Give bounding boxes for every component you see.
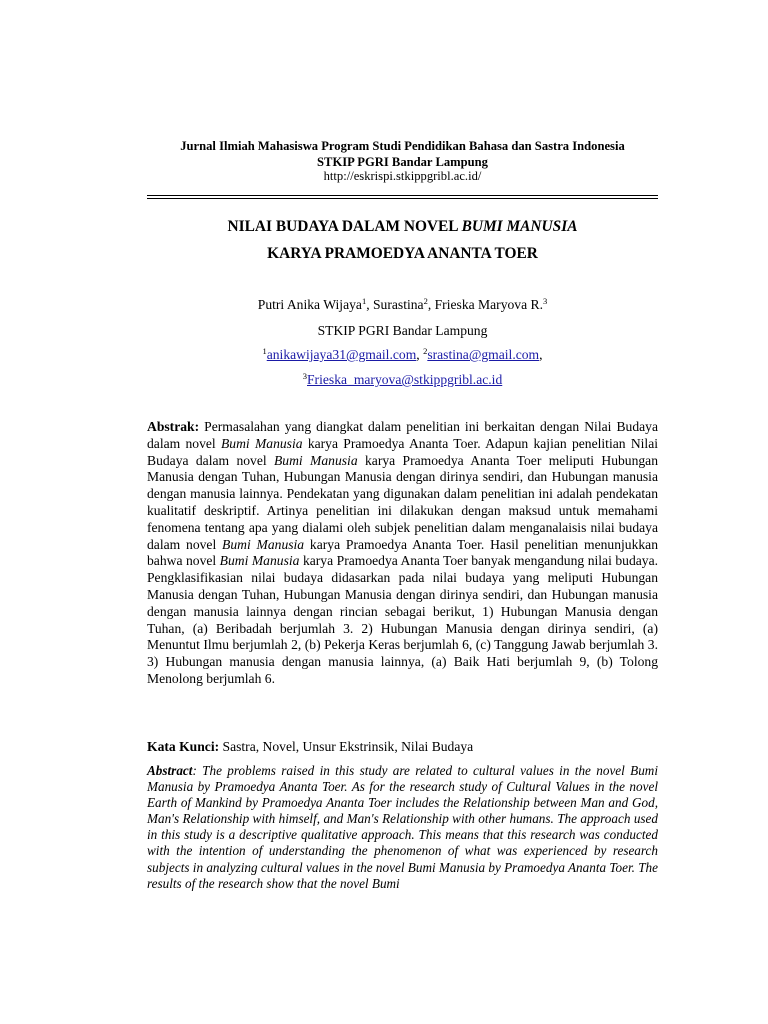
keywords-label: Kata Kunci: <box>147 739 220 754</box>
author-name: Surastina <box>372 297 424 312</box>
author-separator: , <box>427 297 435 312</box>
header-double-rule <box>147 195 658 199</box>
author-separator: , <box>366 297 373 312</box>
abstrak-paragraph <box>147 419 658 688</box>
keywords-text: Sastra, Novel, Unsur Ekstrinsik, Nilai Budaya <box>219 739 474 754</box>
email-link[interactable]: srastina@gmail.com <box>427 347 540 362</box>
email-link[interactable]: Frieska_maryova@stkippgribl.ac.id <box>307 372 503 387</box>
title-novel-name: BUMI MANUSIA <box>461 218 578 235</box>
keywords <box>147 738 658 755</box>
abstrak-label: Abstrak: <box>147 419 200 434</box>
email-mark: 1 <box>262 346 267 356</box>
abstrak-novel-title: Bumi Manusia <box>222 536 305 552</box>
abstrak-text: karya Pramoedya Ananta Toer banyak mengandung nilai budaya. Pengklasifikasian nilai budaya didasarkan pada nilai budaya yang meliputi Hubungan Manusia dengan Tuhan, Hubungan Manusia dengan dirinya sendiri, dan Hubungan manusia dengan manusia lainnya dengan rincian sebagai berikut, 1) Hubungan Manusia dengan Tuhan, (a) Beribadah berjumlah 3. 2) Hubungan Manusia dengan dirinya sendiri, (a) Menuntut Ilmu berjumlah 2, (b) Pekerja Keras berjumlah 6, (c) Tanggung Jawab berjumlah 3. 3) Hubungan manusia dengan manusia lainnya, (a) Baik Hati berjumlah 9, (b) Tolong Menolong berjumlah 6. <box>147 553 658 686</box>
abstrak-text: karya Pramoedya Ananta Toer. Adapun kajian penelitian Nilai Budaya dalam novel <box>147 435 659 468</box>
journal-url[interactable]: http://eskrispi.stkippgribl.ac.id/ <box>323 169 482 183</box>
abstrak-novel-title: Bumi Manusia <box>220 435 303 451</box>
author-name: Putri Anika Wijaya <box>257 297 362 312</box>
abstrak-novel-title: Bumi Manusia <box>274 452 358 468</box>
title-prefix: NILAI BUDAYA DALAM NOVEL <box>227 218 462 235</box>
author-affil-mark: 2 <box>423 296 428 306</box>
paper-title-line1 <box>147 218 658 236</box>
affiliation: STKIP PGRI Bandar Lampung <box>317 323 488 338</box>
abstrak-text: karya Pramoedya Ananta Toer. Hasil penelitian menunjukkan bahwa novel <box>147 536 658 569</box>
abstrak-novel-title: Bumi Manusia <box>219 553 300 569</box>
journal-header <box>147 138 658 170</box>
journal-institution: STKIP PGRI Bandar Lampung <box>317 155 488 169</box>
paper-title-line2: KARYA PRAMOEDYA ANANTA TOER <box>267 245 538 262</box>
author-affil-mark: 3 <box>542 296 548 306</box>
journal-name: Jurnal Ilmiah Mahasiswa Program Studi Pendidikan Bahasa dan Sastra Indonesia <box>180 139 625 153</box>
email-line: $^1$anikawijaya31@gmail.com, $^2$srastina@gmail.com, <box>262 346 543 362</box>
abstract-english <box>147 763 658 892</box>
abstrak-text: Permasalahan yang diangkat dalam penelitian ini berkaitan dengan Nilai Budaya dalam novel <box>147 419 658 451</box>
email-mark: 3 <box>302 371 307 381</box>
email-link[interactable]: anikawijaya31@gmail.com <box>266 347 417 362</box>
abstract-label: Abstract <box>147 763 193 778</box>
email-line <box>147 371 658 389</box>
author-affil-mark: 1 <box>361 296 367 306</box>
abstract-text: : The problems raised in this study are related to cultural values in the novel Bumi Manusia by Pramoedya Ananta Toer. As for the research study of Cultural Values in the novel Earth of Mankind by Pramoedya Ananta Toer includes the Relationship between Man and God, Man's Relationship with himself, and Man's Relationship with other humans. The approach used in this study is a descriptive qualitative approach. This means that this research was conducted with the intention of understanding the phenomenon of what was experienced by research subjects in analyzing cultural values in the novel Bumi Manusia by Pramoedya Ananta Toer. The results of the research show that the novel Bumi <box>147 763 658 891</box>
abstrak-text: karya Pramoedya Ananta Toer meliputi Hubungan Manusia dengan Tuhan, Hubungan Manusia dengan dirinya sendiri, dan Hubungan manusia dengan manusia lainnya. Pendekatan yang digunakan dalam penelitian ini adalah pendekatan kualitatif deskriptif. Artinya penelitian ini dilakukan dengan maksud untuk memahami fenomena tentang apa yang dialami oleh subjek penelitian dalam menganalaisis nilai budaya dalam novel <box>147 452 659 552</box>
email-mark: 2 <box>423 346 428 356</box>
author-list <box>147 296 658 314</box>
author-name: Frieska Maryova R. <box>434 297 543 312</box>
